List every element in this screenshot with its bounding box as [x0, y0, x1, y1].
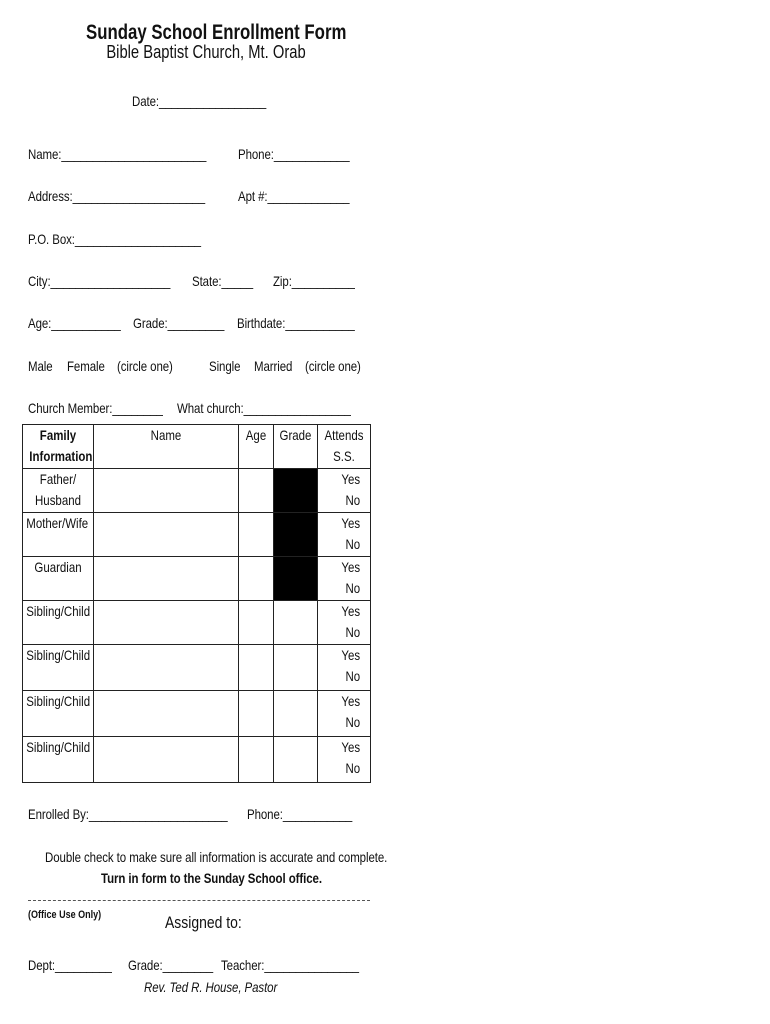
grade-cell-blocked	[274, 469, 318, 513]
status-note: (circle one)	[305, 358, 361, 374]
birthdate-field[interactable]: Birthdate:___________	[237, 315, 355, 331]
attends-no[interactable]: No	[345, 714, 361, 730]
attends-no[interactable]: No	[345, 492, 361, 508]
grade-cell[interactable]	[274, 645, 318, 691]
name-field[interactable]: Name:_______________________	[28, 146, 207, 162]
attends-yes[interactable]: Yes	[341, 559, 361, 575]
grade-cell-blocked	[274, 513, 318, 557]
attends-no[interactable]: No	[345, 580, 361, 596]
age-header: Age	[239, 425, 274, 469]
status-married[interactable]: Married	[254, 358, 293, 374]
pobox-field[interactable]: P.O. Box:____________________	[28, 231, 201, 247]
office-divider	[28, 900, 370, 901]
table-row	[23, 691, 371, 737]
name-header: Name	[94, 425, 239, 469]
grade-header: Grade	[274, 425, 318, 469]
name-cell[interactable]	[94, 737, 239, 783]
enrolled-by-field[interactable]: Enrolled By:______________________	[28, 806, 228, 822]
family-header: Family Information	[23, 425, 94, 469]
enrolled-phone-field[interactable]: Phone:___________	[247, 806, 353, 822]
row-label: Sibling/Child	[23, 737, 94, 783]
grade-field[interactable]: Grade:_________	[133, 315, 225, 331]
row-label: Sibling/Child	[23, 601, 94, 645]
attends-cell[interactable]	[318, 513, 371, 557]
attends-cell[interactable]	[318, 737, 371, 783]
city-field[interactable]: City:___________________	[28, 273, 171, 289]
grade-cell[interactable]	[274, 691, 318, 737]
name-cell[interactable]	[94, 601, 239, 645]
gender-female[interactable]: Female	[67, 358, 105, 374]
attends-yes[interactable]: Yes	[341, 603, 361, 619]
teacher-field[interactable]: Teacher:_______________	[221, 957, 359, 973]
phone-field[interactable]: Phone:____________	[238, 146, 350, 162]
attends-header: Attends S.S.	[318, 425, 371, 469]
attends-cell[interactable]	[318, 645, 371, 691]
age-cell[interactable]	[239, 557, 274, 601]
pastor-signature: Rev. Ted R. House, Pastor	[144, 979, 278, 995]
attends-yes[interactable]: Yes	[341, 515, 361, 531]
name-cell[interactable]	[94, 513, 239, 557]
state-field[interactable]: State:_____	[192, 273, 254, 289]
check-note: Double check to make sure all information is accurate and complete.	[45, 849, 388, 865]
name-cell[interactable]	[94, 691, 239, 737]
table-header-row	[23, 425, 371, 469]
table-row	[23, 601, 371, 645]
name-cell[interactable]	[94, 557, 239, 601]
attends-yes[interactable]: Yes	[341, 739, 361, 755]
form-title: Sunday School Enrollment Form	[86, 21, 347, 44]
apt-field[interactable]: Apt #:_____________	[238, 188, 350, 204]
attends-no[interactable]: No	[345, 668, 361, 684]
row-label: Mother/Wife	[23, 513, 94, 557]
attends-no[interactable]: No	[345, 760, 361, 776]
grade-cell[interactable]	[274, 601, 318, 645]
table-row	[23, 557, 371, 601]
family-information-table	[22, 424, 371, 783]
what-church-field[interactable]: What church:_________________	[177, 400, 351, 416]
dept-field[interactable]: Dept:_________	[28, 957, 112, 973]
gender-note: (circle one)	[117, 358, 173, 374]
zip-field[interactable]: Zip:__________	[273, 273, 355, 289]
table-row	[23, 645, 371, 691]
attends-cell[interactable]	[318, 601, 371, 645]
age-cell[interactable]	[239, 513, 274, 557]
age-cell[interactable]	[239, 737, 274, 783]
attends-no[interactable]: No	[345, 536, 361, 552]
status-single[interactable]: Single	[209, 358, 241, 374]
attends-cell[interactable]	[318, 557, 371, 601]
row-label: Sibling/Child	[23, 691, 94, 737]
date-field[interactable]: Date:_________________	[132, 93, 267, 109]
attends-yes[interactable]: Yes	[341, 693, 361, 709]
name-cell[interactable]	[94, 645, 239, 691]
table-row	[23, 469, 371, 513]
table-row	[23, 737, 371, 783]
age-cell[interactable]	[239, 469, 274, 513]
assigned-to-label: Assigned to:	[165, 913, 242, 932]
attends-cell[interactable]	[318, 469, 371, 513]
grade-cell[interactable]	[274, 737, 318, 783]
church-member-field[interactable]: Church Member:________	[28, 400, 163, 416]
age-cell[interactable]	[239, 601, 274, 645]
age-field[interactable]: Age:___________	[28, 315, 121, 331]
row-label: Father/ Husband	[23, 469, 94, 513]
gender-male[interactable]: Male	[28, 358, 53, 374]
attends-no[interactable]: No	[345, 624, 361, 640]
table-row	[23, 513, 371, 557]
assigned-grade-field[interactable]: Grade:________	[128, 957, 214, 973]
attends-cell[interactable]	[318, 691, 371, 737]
office-use-label: (Office Use Only)	[28, 909, 102, 921]
attends-yes[interactable]: Yes	[341, 647, 361, 663]
name-cell[interactable]	[94, 469, 239, 513]
row-label: Sibling/Child	[23, 645, 94, 691]
grade-cell-blocked	[274, 557, 318, 601]
age-cell[interactable]	[239, 691, 274, 737]
row-label: Guardian	[23, 557, 94, 601]
church-name: Bible Baptist Church, Mt. Orab	[106, 42, 306, 62]
turn-in-note: Turn in form to the Sunday School office.	[101, 870, 322, 886]
address-field[interactable]: Address:_____________________	[28, 188, 206, 204]
age-cell[interactable]	[239, 645, 274, 691]
attends-yes[interactable]: Yes	[341, 471, 361, 487]
